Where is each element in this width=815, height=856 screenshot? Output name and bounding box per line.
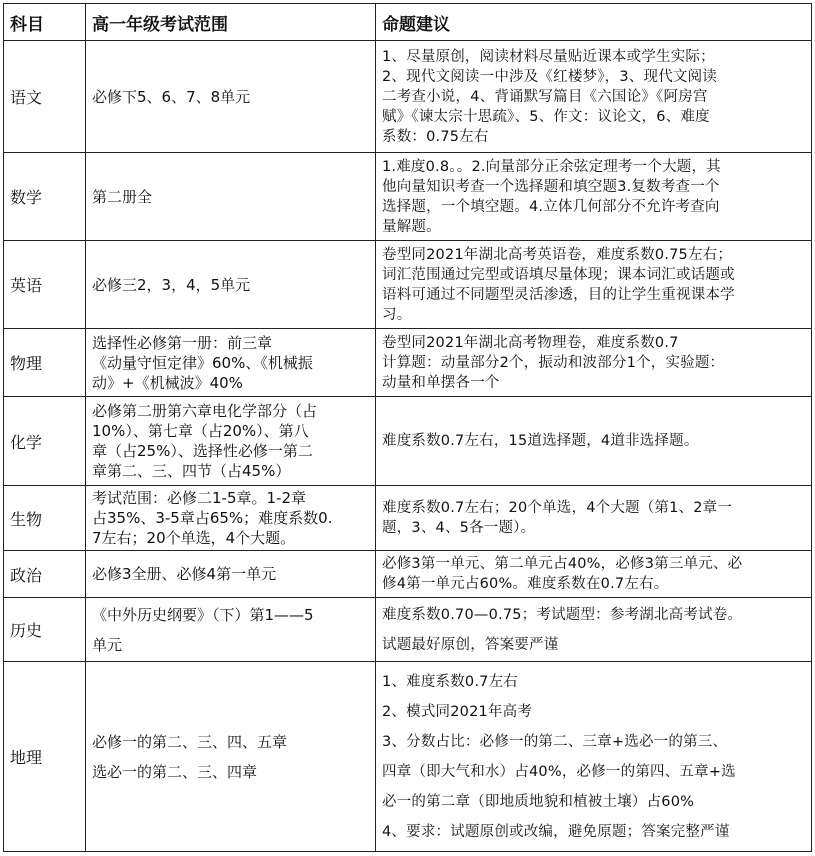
scope-line: 10%）、第七章（占20%）、第八 [92,422,309,440]
subject-cell: 英语 [4,241,86,329]
advice-line: 习。 [382,306,412,323]
subject-cell: 政治 [4,551,86,598]
advice-line: 试题最好原创，答案要严谨 [382,636,559,653]
advice-line: 1、难度系数0.7左右 [382,673,518,690]
scope-line: 章第二、三、四节（占45%） [92,462,291,480]
subject-cell: 数学 [4,153,86,241]
scope-line: 章（占25%）、选择性必修一第二 [92,442,313,460]
advice-line: 四章（即大气和水）占40%，必修一的第四、五章+选 [382,763,736,780]
table-row [4,486,812,551]
scope-cell [86,241,376,329]
advice-line: 2、模式同2021年高考 [382,703,533,720]
header-scope: 高一年级考试范围 [86,4,376,41]
advice-cell [376,598,812,662]
subject-cell: 物理 [4,329,86,397]
advice-cell [376,397,812,486]
advice-line: 4、要求：试题原创或改编，避免原题；答案完整严谨 [382,823,730,840]
subject-cell: 语文 [4,41,86,153]
subject-cell: 地理 [4,662,86,852]
subject-cell: 历史 [4,598,86,662]
scope-cell [86,329,376,397]
advice-line: 难度系数0.7左右；20个单选，4个大题（第1、2章一 [382,500,733,516]
advice-line: 系数：0.75左右 [382,128,489,145]
scope-line: 必修下5、6、7、8单元 [92,87,251,106]
scope-cell [86,153,376,241]
scope-line: 单元 [92,635,123,654]
advice-line: 卷型同2021年湖北高考英语卷，难度系数0.75左右； [382,246,733,263]
table-row [4,598,812,662]
advice-line: 动量和单摆各一个 [382,374,500,391]
table-row [4,153,812,241]
advice-line: 他向量知识考查一个选择题和填空题3.复数考查一个 [382,178,720,195]
advice-line: 计算题：动量部分2个，振动和波部分1个，实验题： [382,354,725,371]
scope-line: 第二册全 [92,187,153,206]
scope-line: 7左右；20个单选，4个大题。 [92,529,296,547]
table-row [4,551,812,598]
advice-line: 语料可通过不同题型灵活渗透，目的让学生重视课本学 [382,286,735,303]
advice-line: 二考查小说，4、背诵默写篇目《六国论》《阿房宫 [382,88,708,105]
advice-line: 2、现代文阅读一中涉及《红楼梦》，3、现代文阅读 [382,68,717,85]
advice-line: 卷型同2021年湖北高考物理卷，难度系数0.7 [382,334,679,351]
scope-cell [86,41,376,153]
scope-line: 必修第二册第六章电化学部分（占 [92,402,318,420]
scope-line: 选必一的第二、三、四章 [92,762,258,781]
scope-line: 必修三2，3，4，5单元 [92,275,251,294]
advice-line: 3、分数占比：必修一的第二、三章+选必一的第三、 [382,733,728,750]
advice-line: 词汇范围通过完型或语填尽量体现；课本词汇或话题或 [382,266,735,283]
scope-line: 动》+《机械波》40% [92,373,243,392]
advice-cell [376,241,812,329]
header-subject: 科目 [4,4,86,41]
subject-cell: 化学 [4,397,86,486]
scope-cell [86,551,376,598]
advice-line: 题，3、4、5各一题）。 [382,520,536,536]
scope-line: 必修一的第二、三、四、五章 [92,732,288,751]
subject-cell: 生物 [4,486,86,551]
advice-line: 必修3第一单元、第二单元占40%，必修3第三单元、必 [382,556,743,572]
exam-scope-table [3,3,812,852]
advice-cell [376,662,812,852]
advice-line: 难度系数0.7左右，15道选择题，4道非选择题。 [382,433,699,449]
table-row [4,329,812,397]
table-header-row [4,4,812,41]
table-row [4,241,812,329]
scope-line: 选择性必修第一册：前三章 [92,333,273,352]
advice-cell [376,153,812,241]
scope-cell [86,598,376,662]
advice-line: 必一的第二章（即地质地貌和植被土壤）占60% [382,793,695,810]
scope-line: 《动量守恒定律》60%、《机械振 [92,353,313,372]
advice-cell [376,329,812,397]
advice-cell [376,486,812,551]
advice-line: 1、尽量原创，阅读材料尽量贴近课本或学生实际； [382,48,715,65]
scope-line: 占35%、3-5章占65%；难度系数0. [92,509,333,527]
scope-line: 《中外历史纲要》（下）第1——5 [92,605,314,624]
scope-line: 考试范围：必修二1-5章。1-2章 [92,489,307,507]
scope-cell [86,662,376,852]
header-advice: 命题建议 [376,4,812,41]
scope-cell [86,486,376,551]
advice-line: 难度系数0.70—0.75；考试题型：参考湖北高考试卷。 [382,606,743,623]
advice-line: 量解题。 [382,218,441,235]
advice-line: 修4第一单元占60%。难度系数在0.7左右。 [382,576,669,592]
table-row [4,397,812,486]
table-row [4,662,812,852]
scope-cell [86,397,376,486]
advice-line: 赋》《谏太宗十思疏》、5、作文：议论文，6、难度 [382,108,710,125]
scope-line: 必修3全册、必修4第一单元 [92,565,277,583]
table-row [4,41,812,153]
advice-line: 选择题，一个填空题。4.立体几何部分不允许考查向 [382,198,720,215]
advice-line: 1.难度0.8。。2.向量部分正余弦定理考一个大题，其 [382,158,721,175]
advice-cell [376,41,812,153]
advice-cell [376,551,812,598]
